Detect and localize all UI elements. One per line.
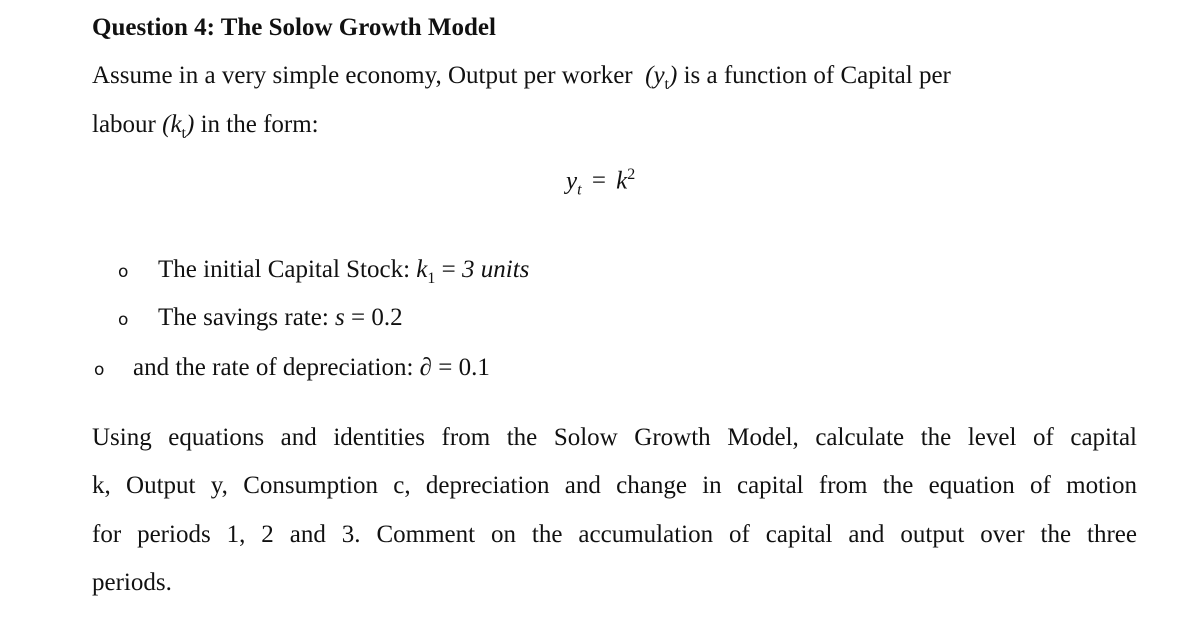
task-line-3: for periods 1, 2 and 3. Comment on the accumulation of capital and output over the three [92, 521, 1137, 548]
intro-text-1b: is a function of Capital per [683, 62, 951, 89]
task-line-4: periods. [92, 569, 172, 596]
intro-text-2a: labour [92, 111, 156, 138]
bullet-icon: o [94, 360, 105, 380]
parameter-savings-rate: The savings rate: s = 0.2 [158, 304, 403, 331]
intro-text-2b: in the form: [200, 111, 319, 138]
production-function: $y_t = k^2$ [566, 166, 636, 199]
bullet-icon: o [118, 310, 129, 330]
intro-line-1 [92, 60, 951, 101]
parameter-depreciation: and the rate of depreciation: ∂ = 0.1 [133, 354, 490, 381]
task-line-1: Using equations and identities from the Solow Growth Model, calculate the level of capital [92, 424, 1137, 451]
question-title: Question 4: The Solow Growth Model [92, 14, 496, 41]
capital-symbol: $(k_t)$ [162, 111, 195, 142]
output-symbol: $(y_t)$ [645, 62, 678, 93]
bullet-icon: o [118, 262, 129, 282]
intro-line-2 [92, 109, 319, 150]
task-line-2: k, Output y, Consumption c, depreciation and change in capital from the equation of motion [92, 472, 1137, 499]
intro-text-1a: Assume in a very simple economy, Output per worker [92, 62, 633, 89]
parameter-initial-capital: The initial Capital Stock: $k_1 = 3$ units [158, 256, 530, 287]
